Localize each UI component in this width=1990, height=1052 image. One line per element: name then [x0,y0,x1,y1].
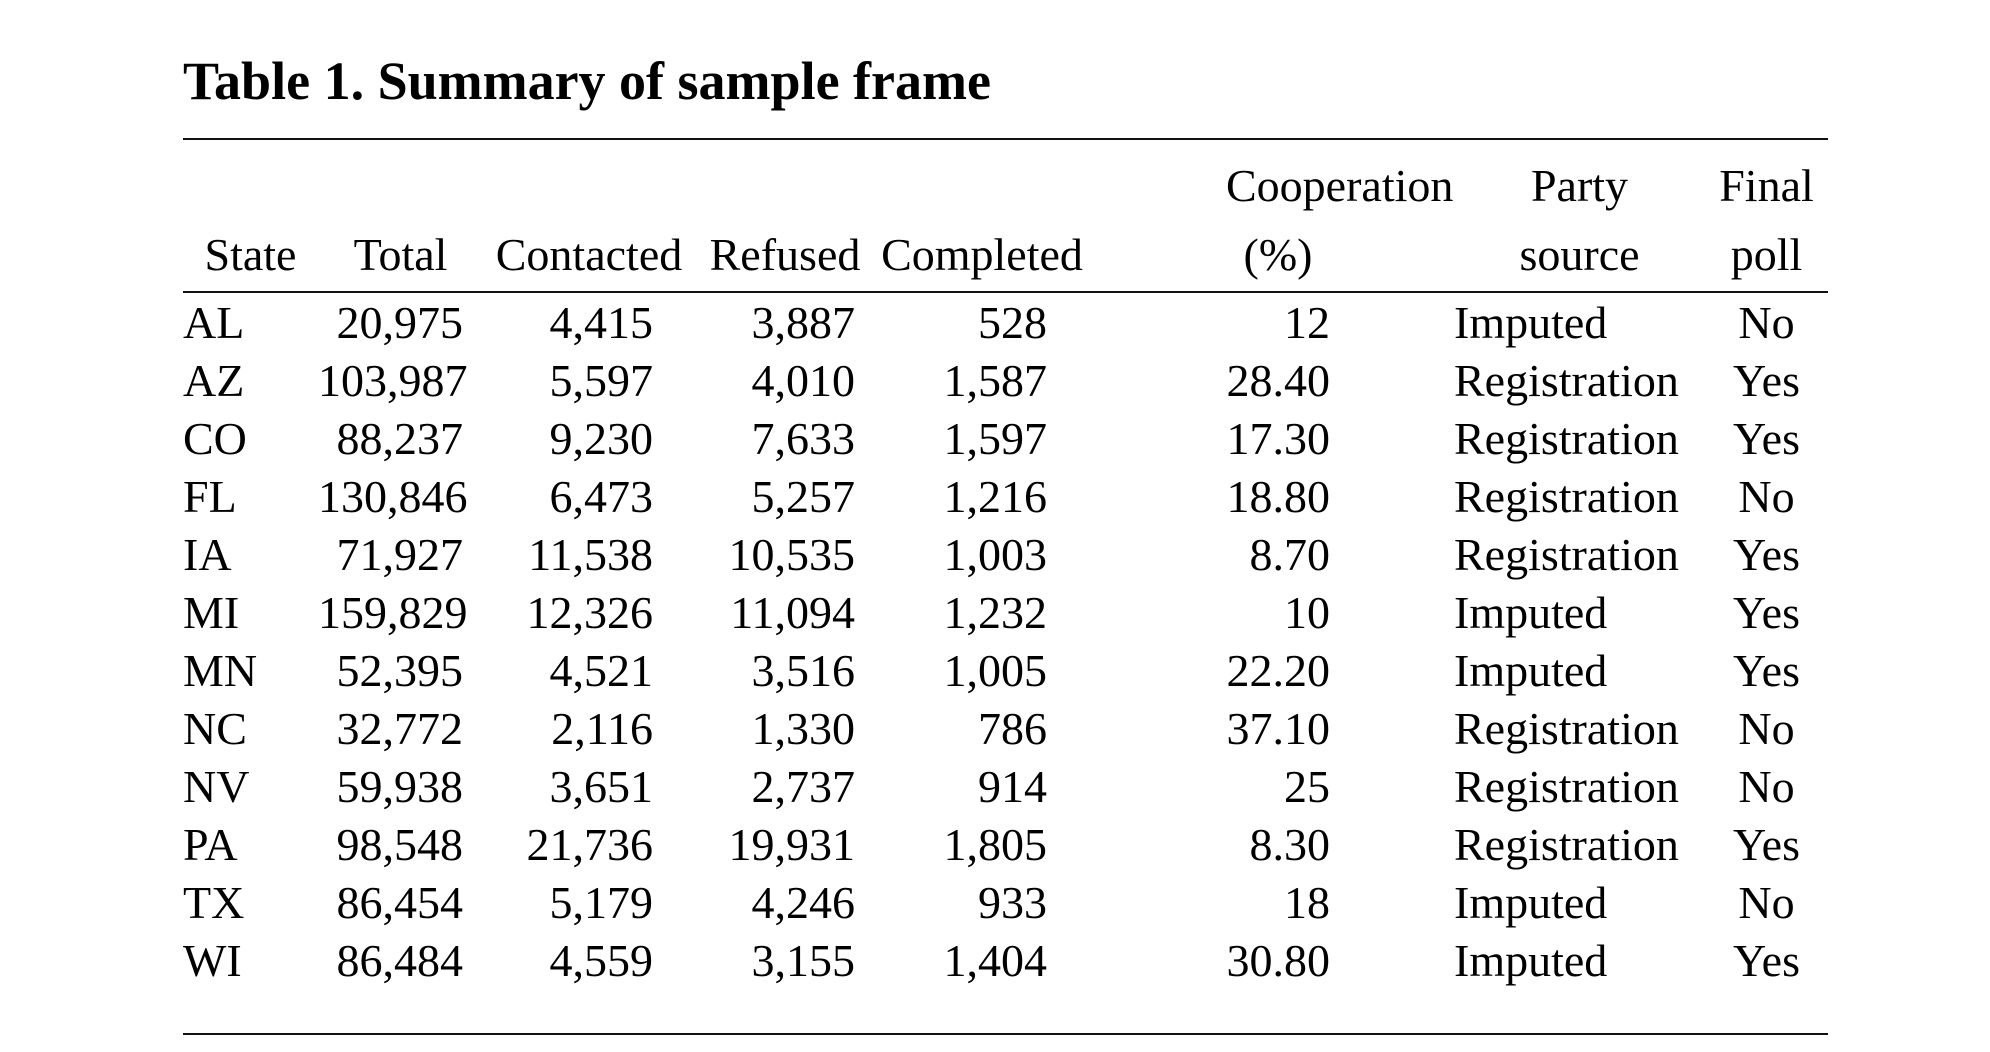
cell-completed: 1,597 [943,412,1047,464]
cell-party-source: Imputed [1454,876,1608,928]
cell-final-poll: No [1738,702,1795,754]
cell-final-poll: No [1738,470,1795,522]
cell-final-poll: Yes [1733,818,1800,870]
cell-total: 59,938 [336,760,463,812]
cell-completed: 1,587 [943,354,1047,406]
cell-party-source: Registration [1454,702,1679,754]
header-spacer [183,139,318,218]
table-row [183,467,1828,525]
cell-state: AZ [183,354,245,406]
cell-completed: 933 [978,876,1047,928]
cell-party-source: Imputed [1454,586,1608,638]
cell-party-source: Registration [1454,470,1679,522]
cell-party-source: Registration [1454,760,1679,812]
cell-final-poll: Yes [1733,586,1800,638]
cell-refused: 1,330 [751,702,855,754]
cell-contacted: 4,521 [549,644,653,696]
header-spacer [875,139,1089,218]
cell-refused: 5,257 [751,470,855,522]
cell-total: 86,484 [318,931,483,1034]
header-cooperation-line2: (%) [1089,218,1330,292]
cell-contacted: 5,179 [549,876,653,928]
cell-total: 130,846 [318,470,468,522]
cell-contacted: 3,651 [549,760,653,812]
cell-refused: 3,887 [751,296,855,348]
cell-cooperation: 22.20 [1226,644,1330,696]
header-cooperation-line1: Cooperation [1089,139,1330,218]
cell-refused: 19,931 [728,818,855,870]
cell-total: 103,987 [318,354,468,406]
sample-frame-table [183,138,1828,1035]
cell-party-source: Imputed [1454,644,1608,696]
cell-final-poll: Yes [1733,354,1800,406]
cell-party-source: Registration [1454,412,1679,464]
cell-final-poll: Yes [1733,412,1800,464]
cell-cooperation: 18.80 [1226,470,1330,522]
table-row [183,815,1828,873]
cell-refused: 4,246 [751,876,855,928]
cell-state: CO [183,412,247,464]
table-row [183,409,1828,467]
cell-total: 71,927 [336,528,463,580]
cell-state: TX [183,876,245,928]
cell-final-poll: No [1738,876,1795,928]
cell-party-source: Imputed [1330,931,1705,1034]
cell-cooperation: 30.80 [1089,931,1330,1034]
cell-cooperation: 28.40 [1226,354,1330,406]
cell-contacted: 21,736 [526,818,653,870]
cell-cooperation: 17.30 [1226,412,1330,464]
table-header [183,139,1828,292]
cell-cooperation: 10 [1284,586,1330,638]
cell-total: 52,395 [336,644,463,696]
table-row [183,525,1828,583]
cell-contacted: 5,597 [549,354,653,406]
cell-refused: 10,535 [728,528,855,580]
cell-contacted: 2,116 [551,702,653,754]
cell-completed: 1,232 [943,586,1047,638]
cell-completed: 1,216 [943,470,1047,522]
cell-party-source: Registration [1454,528,1679,580]
cell-refused: 11,094 [730,586,855,638]
cell-party-source: Imputed [1454,296,1608,348]
cell-total: 98,548 [336,818,463,870]
cell-party-source: Registration [1454,354,1679,406]
header-spacer [483,139,695,218]
cell-final-poll: No [1738,760,1795,812]
cell-completed: 786 [978,702,1047,754]
cell-refused: 3,516 [751,644,855,696]
cell-refused: 2,737 [751,760,855,812]
cell-total: 86,454 [336,876,463,928]
header-spacer [318,139,483,218]
table-row [183,641,1828,699]
cell-cooperation: 25 [1284,760,1330,812]
header-row-2 [183,218,1828,292]
table-caption: Table 1. Summary of sample frame [183,51,991,111]
cell-total: 88,237 [336,412,463,464]
cell-state: NC [183,702,247,754]
table-row [183,699,1828,757]
cell-total: 159,829 [318,586,468,638]
cell-final-poll: Yes [1733,644,1800,696]
header-contacted: Contacted [483,218,695,292]
table-row [183,873,1828,931]
header-party-line2: source [1330,218,1705,292]
cell-cooperation: 12 [1284,296,1330,348]
cell-cooperation: 8.30 [1249,818,1330,870]
cell-contacted: 12,326 [526,586,653,638]
cell-cooperation: 8.70 [1249,528,1330,580]
cell-final-poll: No [1738,296,1795,348]
cell-state: AL [183,296,245,348]
cell-contacted: 4,415 [549,296,653,348]
cell-completed: 1,003 [943,528,1047,580]
cell-cooperation: 18 [1284,876,1330,928]
cell-contacted: 9,230 [549,412,653,464]
cell-state: MN [183,644,258,696]
header-row-1 [183,139,1828,218]
cell-refused: 7,633 [751,412,855,464]
cell-contacted: 6,473 [549,470,653,522]
cell-state: FL [183,470,237,522]
cell-completed: 1,404 [875,931,1089,1034]
cell-total: 20,975 [336,296,463,348]
header-spacer [695,139,875,218]
cell-party-source: Registration [1454,818,1679,870]
header-final-line1: Final [1705,139,1828,218]
cell-total: 32,772 [336,702,463,754]
cell-state: IA [183,528,232,580]
table-row [183,351,1828,409]
cell-state: WI [183,931,318,1034]
cell-final-poll: Yes [1705,931,1828,1034]
table-row [183,292,1828,351]
table-row [183,583,1828,641]
cell-completed: 528 [978,296,1047,348]
cell-final-poll: Yes [1733,528,1800,580]
header-refused: Refused [695,218,875,292]
cell-contacted: 11,538 [528,528,653,580]
paper-page [183,0,1828,1035]
cell-state: PA [183,818,238,870]
header-completed: Completed [875,218,1089,292]
table-row [183,931,1828,1034]
table-row [183,757,1828,815]
cell-refused: 4,010 [751,354,855,406]
header-party-line1: Party [1330,139,1705,218]
cell-contacted: 4,559 [483,931,695,1034]
cell-cooperation: 37.10 [1226,702,1330,754]
cell-completed: 1,005 [943,644,1047,696]
cell-completed: 914 [978,760,1047,812]
cell-state: NV [183,760,250,812]
header-total: Total [318,218,483,292]
header-state: State [183,218,318,292]
table-body [183,292,1828,1034]
cell-completed: 1,805 [943,818,1047,870]
cell-state: MI [183,586,240,638]
header-final-line2: poll [1705,218,1828,292]
cell-refused: 3,155 [695,931,875,1034]
